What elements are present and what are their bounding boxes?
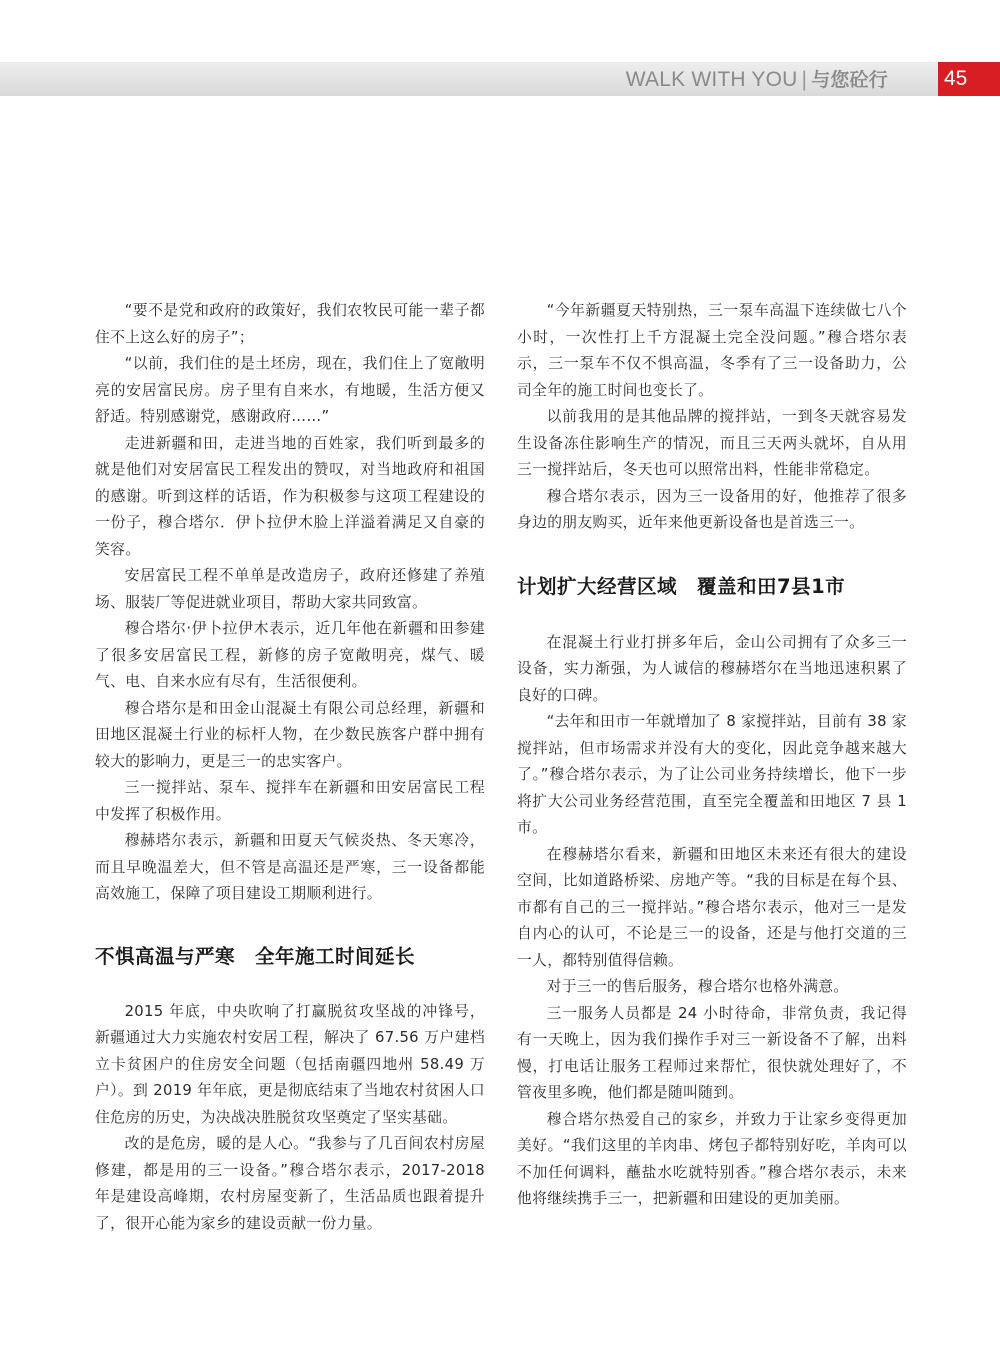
section-heading: 不惧高温与严寒 全年施工时间延长 (95, 944, 416, 968)
paragraph: 三一搅拌站、泵车、搅拌车在新疆和田安居富民工程中发挥了积极作用。 (95, 779, 485, 823)
header-title-cn: 与您砼行 (811, 69, 888, 91)
paragraph: 三一服务人员都是 24 小时待命，非常负责，我记得有一天晚上，因为我们操作手对三一新设备不了解，出料慢，打电话让服务工程师过来帮忙，很快就处理好了，不管夜里多晚，他们都是随叫随到。 (517, 1004, 907, 1101)
paragraph: 穆合塔尔热爱自己的家乡，并致力于让家乡变得更加美好。“我们这里的羊肉串、烤包子都特别好吃，羊肉可以不加任何调料，蘸盐水吃就特别香。”穆合塔尔表示，未来他将继续携手三一，把新疆和田建设的更加美丽。 (517, 1110, 907, 1207)
paragraph: 改的是危房，暖的是人心。“我参与了几百间农村房屋修建，都是用的三一设备。”穆合塔尔表示，2017-2018 年是建设高峰期，农村房屋变新了，生活品质也跟着提升了，很开心能为家乡的建设贡献一份力量。 (95, 1135, 485, 1232)
paragraph: 2015 年底，中央吹响了打赢脱贫攻坚战的冲锋号，新疆通过大力实施农村安居工程，解决了 67.56 万户建档立卡贫困户的住房安全问题（包括南疆四地州 58.49 万户）。到 2019 年年底，更是彻底结束了当地农村贫困人口住危房的历史，为决战决胜脱贫攻坚奠定了坚实基础。 (95, 1002, 485, 1126)
paragraph: 对于三一的售后服务，穆合塔尔也格外满意。 (546, 978, 849, 995)
paragraph: “今年新疆夏天特别热，三一泵车高温下连续做七八个小时，一次性打上千方混凝土完全没问题。”穆合塔尔表示，三一泵车不仅不惧高温，冬季有了三一设备助力，公司全年的施工时间也变长了。 (517, 302, 907, 399)
paragraph: 穆合塔尔表示，因为三一设备用的好，他推荐了很多身边的朋友购买，近年来他更新设备也是首选三一。 (517, 487, 907, 531)
header-title-en: WALK WITH YOU (625, 68, 798, 91)
paragraph: 穆合塔尔·伊卜拉伊木表示，近几年他在新疆和田参建了很多安居富民工程，新修的房子宽敞明亮，煤气、暖气、电、自来水应有尽有，生活很便利。 (95, 620, 485, 690)
left-column (95, 298, 485, 1237)
header-separator: | (801, 68, 808, 91)
paragraph: 在穆赫塔尔看来，新疆和田地区未来还有很大的建设空间，比如道路桥梁、房地产等。“我的目标是在每个县、市都有自己的三一搅拌站。”穆合塔尔表示，他对三一是发自内心的认可，不论是三一的设备，还是与他打交道的三一人，都特别值得信赖。 (517, 845, 907, 969)
page-number: 45 (938, 62, 1000, 96)
paragraph: “要不是党和政府的政策好，我们农牧民可能一辈子都住不上这么好的房子”； (95, 302, 485, 346)
paragraph: 走进新疆和田，走进当地的百姓家，我们听到最多的就是他们对安居富民工程发出的赞叹，对当地政府和祖国的感谢。听到这样的话语，作为积极参与这项工程建设的一份子，穆合塔尔．伊卜拉伊木脸上洋溢着满足又自豪的笑容。 (95, 434, 485, 558)
running-header (626, 66, 888, 94)
paragraph: 在混凝土行业打拼多年后，金山公司拥有了众多三一设备，实力渐强，为人诚信的穆赫塔尔在当地迅速积累了良好的口碑。 (517, 633, 907, 704)
paragraph: 穆赫塔尔表示，新疆和田夏天气候炎热、冬天寒冷，而且早晚温差大，但不管是高温还是严寒，三一设备都能高效施工，保障了项目建设工期顺利进行。 (95, 832, 485, 902)
paragraph: “以前，我们住的是土坯房，现在，我们住上了宽敞明亮的安居富民房。房子里有自来水，有地暖，生活方便又舒适。特别感谢党，感谢政府……” (95, 355, 485, 425)
right-column (517, 298, 907, 1213)
paragraph: 以前我用的是其他品牌的搅拌站，一到冬天就容易发生设备冻住影响生产的情况，而且三天两头就坏，自从用三一搅拌站后，冬天也可以照常出料，性能非常稳定。 (517, 408, 907, 478)
paragraph: “去年和田市一年就增加了 8 家搅拌站，目前有 38 家搅拌站，但市场需求并没有大的变化，因此竞争越来越大了。”穆合塔尔表示，为了让公司业务持续增长，他下一步将扩大公司业务经营范围，直至完全覆盖和田地区 7 县 1 市。 (517, 713, 907, 836)
paragraph: 穆合塔尔是和田金山混凝土有限公司总经理，新疆和田地区混凝土行业的标杆人物，在少数民族客户群中拥有较大的影响力，更是三一的忠实客户。 (95, 699, 485, 770)
paragraph: 安居富民工程不单单是改造房子，政府还修建了养殖场、服装厂等促进就业项目，帮助大家共同致富。 (95, 567, 485, 611)
section-heading: 计划扩大经营区域 覆盖和田7县1市 (517, 574, 846, 598)
